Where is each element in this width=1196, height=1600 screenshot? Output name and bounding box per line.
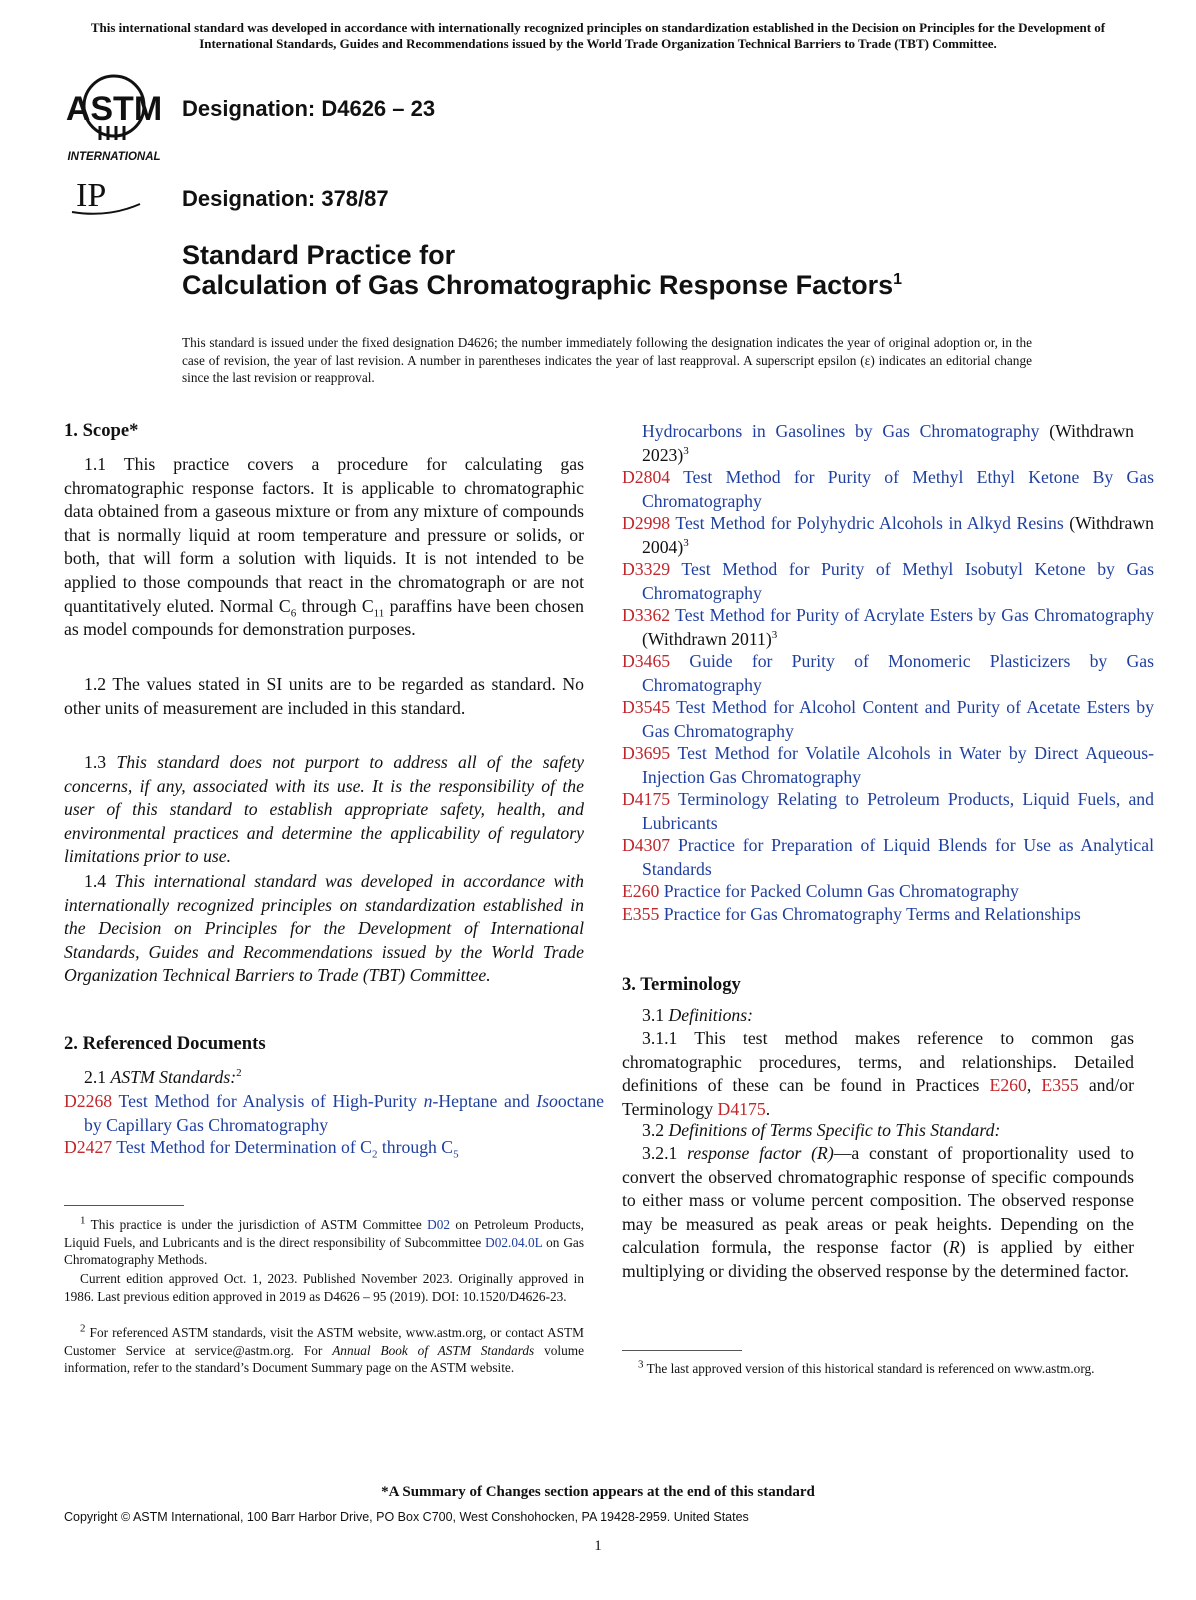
section-1-heading: 1. Scope*: [64, 420, 139, 441]
paragraph-2-1: [64, 1066, 584, 1090]
ref-code[interactable]: D4175: [622, 789, 671, 809]
footnote-3: [622, 1360, 1134, 1378]
ref-title[interactable]: Practice for Packed Column Gas Chromatography: [659, 881, 1019, 901]
ref-e260[interactable]: [622, 880, 1154, 904]
ref-code[interactable]: D2427: [64, 1137, 113, 1157]
p3-2-text: Definitions of Terms Specific to This Standard:: [668, 1120, 1001, 1140]
fn3-mark: 3: [638, 1358, 644, 1371]
ref-title[interactable]: Test Method for Volatile Alcohols in Water by Direct Aqueous-Injection Gas Chromatography: [642, 743, 1154, 787]
designation-primary: Designation: D4626 – 23: [182, 96, 436, 121]
fn1-link-d02[interactable]: D02: [427, 1217, 451, 1232]
footnote-rule-right: [622, 1350, 742, 1351]
paragraph-1-1: [64, 453, 584, 642]
ref-e355[interactable]: [622, 903, 1154, 927]
title-text: Calculation of Gas Chromatographic Response Factors: [182, 270, 894, 300]
fn1-link-d0204[interactable]: D02.04.0L: [485, 1234, 543, 1250]
ref-d4307[interactable]: [622, 834, 1154, 881]
footnote-1-edition: Current edition approved Oct. 1, 2023. Published November 2023. Originally approved in 1986. Last previous edition approved in 2019 as D4626 – 95 (2019). DOI: 10.1520/D4626-23.: [64, 1271, 584, 1304]
fn3-text: The last approved version of this historical standard is referenced on www.astm.org.: [643, 1361, 1095, 1376]
p3-2-1-text: ) is applied by either multiplying or dividing the observed response by the determined factor.: [622, 1237, 1134, 1281]
ref-title[interactable]: Guide for Purity of Monomeric Plasticizers by Gas Chromatography: [642, 651, 1154, 695]
ref-title[interactable]: through C: [377, 1137, 454, 1157]
link-e260[interactable]: E260: [989, 1075, 1027, 1096]
page-number: 1: [594, 1538, 602, 1554]
footnote-2: [64, 1324, 584, 1377]
issue-note: This standard is issued under the fixed designation D4626; the number immediately following the designation indicates the year of original adoption or, in the case of revision, the year of last revision. A number in parentheses indicates the year of last reapproval. A superscript epsilon (ε) indicates an editorial change since the last revision or reapproval.: [182, 335, 1032, 385]
p3-2-1-r: R: [948, 1237, 960, 1258]
p1-1-sub-a: 6: [290, 607, 297, 620]
ref-title[interactable]: Terminology Relating to Petroleum Products, Liquid Fuels, and Lubricants: [642, 789, 1154, 833]
p1-1-end: paraffins have been chosen as model compounds for demonstration purposes.: [64, 595, 584, 640]
footnote-1: [64, 1216, 584, 1269]
p1-4-text: This international standard was developed in accordance with internationally recognized principles on standardization established in the Decision on Principles for the Development of International Standards, Guides and Recommendations issued by the World Trade Organization Technical Barriers to Trade (TBT) Committee.: [64, 871, 584, 986]
fn2-mark: 2: [80, 1322, 86, 1335]
ref-title[interactable]: octane by Capillary Gas Chromatography: [84, 1091, 605, 1135]
p2-1-sup: 2: [236, 1067, 242, 1080]
ref-title-italic[interactable]: Iso: [536, 1091, 558, 1111]
title-line-2: [182, 270, 902, 301]
ref-d2268[interactable]: [64, 1090, 604, 1137]
p3-1-1-text: 3.1.1 This test method makes reference to common gas chromatographic procedures, terms, and relationships. Detailed definitions of these can be found in Practices: [622, 1028, 1134, 1096]
ref-withdrawn: (Withdrawn 2011): [642, 628, 772, 649]
ref-withdrawn: (Withdrawn 2004): [642, 513, 1155, 557]
ip-logo: [68, 174, 148, 220]
p3-1-num: 3.1: [642, 1005, 669, 1025]
ref-d2998[interactable]: [622, 512, 1154, 559]
fn2-text: For referenced ASTM standards, visit the ASTM website, www.astm.org, or contact ASTM Customer Service at service@astm.org. For: [64, 1325, 584, 1358]
title-line-1: Standard Practice for: [182, 240, 456, 270]
p2-1-num: 2.1: [84, 1067, 111, 1087]
ref-code[interactable]: D2268: [64, 1091, 113, 1111]
p3-1-1-text: and/or Terminology: [622, 1075, 1135, 1119]
ref-sup: 3: [683, 444, 689, 457]
ref-title[interactable]: Test Method for Purity of Methyl Isobutyl Ketone by Gas Chromatography: [642, 559, 1154, 603]
ref-title-italic[interactable]: n: [423, 1091, 433, 1111]
p3-1-1-text: .: [765, 1098, 771, 1119]
ref-code[interactable]: D2804: [622, 467, 671, 487]
ref-code[interactable]: D3465: [622, 651, 671, 671]
ref-d3329[interactable]: [622, 558, 1154, 605]
ref-title[interactable]: Test Method for Purity of Acrylate Esters by Gas Chromatography: [670, 605, 1154, 625]
summary-of-changes-note: *A Summary of Changes section appears at the end of this standard: [381, 1484, 815, 1500]
p1-1-mid: through C: [296, 595, 374, 616]
p3-2-num: 3.2: [642, 1120, 669, 1140]
paragraph-1-2: 1.2 The values stated in SI units are to be regarded as standard. No other units of measurement are included in this standard.: [64, 674, 584, 718]
ip-logo-text: IP: [76, 177, 107, 214]
ref-d3362[interactable]: [622, 604, 1154, 651]
p1-4-num: 1.4: [84, 871, 115, 891]
link-d4175[interactable]: D4175: [717, 1098, 766, 1119]
ref-title[interactable]: Test Method for Analysis of High-Purity: [112, 1091, 424, 1111]
top-notice: This international standard was developed in accordance with internationally recognized principles on standardization established in the Decision on Principles for the Development of International Standards, Guides and Recommendations issued by the World Trade Organization Technical Barriers to Trade (TBT) Committee.: [90, 20, 1106, 51]
p3-1-1-text: ,: [1026, 1075, 1042, 1096]
astm-logo-subtext: INTERNATIONAL: [67, 151, 161, 163]
ref-code[interactable]: E260: [622, 881, 660, 901]
ref-title[interactable]: Test Method for Polyhydric Alcohols in Alkyd Resins: [670, 513, 1064, 533]
ref-code[interactable]: D3545: [622, 697, 671, 717]
ref-code[interactable]: E355: [622, 904, 660, 924]
p1-3-text: This standard does not purport to address all of the safety concerns, if any, associated with its use. It is the responsibility of the user of this standard to establish appropriate safety, health, and environmental practices and determine the applicability of regulatory limitations prior to use.: [64, 752, 585, 867]
paragraph-3-2: [622, 1119, 1134, 1143]
ref-d2804[interactable]: [622, 466, 1154, 513]
ref-d3465[interactable]: [622, 650, 1154, 697]
p1-3-num: 1.3: [84, 752, 117, 772]
paragraph-1-4: [64, 870, 584, 988]
ref-title[interactable]: Test Method for Determination of C: [112, 1137, 372, 1157]
copyright-line: Copyright © ASTM International, 100 Barr Harbor Drive, PO Box C700, West Conshohocken, PA 19428-2959. United States: [64, 1510, 749, 1524]
fn2-italic: Annual Book of ASTM Standards: [332, 1342, 535, 1358]
paragraph-3-2-1: [622, 1142, 1134, 1284]
astm-logo: [60, 68, 168, 168]
fn1-text: on Petroleum Products, Liquid Fuels, and Lubricants and is the direct responsibility of Subcommittee: [64, 1217, 584, 1250]
ref-sub: 5: [453, 1148, 459, 1161]
paragraph-1-3: [64, 751, 584, 869]
ref-d4175[interactable]: [622, 788, 1154, 835]
ref-title[interactable]: Test Method for Purity of Methyl Ethyl Ketone By Gas Chromatography: [642, 467, 1154, 511]
ref-title[interactable]: Test Method for Alcohol Content and Purity of Acetate Esters by Gas Chromatography: [642, 697, 1154, 741]
fn2-text: volume information, refer to the standard’s Document Summary page on the ASTM website.: [64, 1342, 584, 1375]
fn1-text: on Gas Chromatography Methods.: [64, 1234, 585, 1267]
ref-d2427[interactable]: [64, 1136, 604, 1160]
p1-1-text: 1.1 This practice covers a procedure for calculating gas chromatographic response factors. It is applicable to chromatographic data obtained from a gaseous mixture or from any mixture of compounds that is normally liquid at room temperature and pressure or solids, or both, that will form a solution with liquids. It is not intended to be applied to those compounds that react in the chromatograph or are not quantitatively eluted. Normal C: [64, 454, 584, 616]
ref-d3545[interactable]: [622, 696, 1154, 743]
p3-1-text: Definitions:: [668, 1005, 754, 1025]
ref-title[interactable]: Practice for Gas Chromatography Terms and Relationships: [659, 904, 1081, 924]
link-e355[interactable]: E355: [1041, 1075, 1079, 1096]
paragraph-3-1-1: [622, 1027, 1134, 1121]
ref-code[interactable]: D3695: [622, 743, 671, 763]
ref-sup: 3: [683, 536, 689, 549]
ref-code[interactable]: D2998: [622, 513, 671, 533]
astm-logo-text: ASTM: [65, 90, 163, 128]
ref-title[interactable]: -Heptane and: [432, 1091, 537, 1111]
designation-secondary: Designation: 378/87: [182, 186, 389, 211]
ref-sup: 3: [771, 628, 778, 641]
p3-2-1-num: 3.2.1: [642, 1143, 688, 1163]
ref-code[interactable]: D3329: [622, 559, 671, 579]
ref-code[interactable]: D3362: [622, 605, 671, 625]
paragraph-3-1: [622, 1004, 1134, 1028]
ref-withdrawn: (Withdrawn 2023): [642, 421, 1134, 465]
fn1-mark: 1: [80, 1214, 86, 1227]
ref-title[interactable]: Hydrocarbons in Gasolines by Gas Chromatography: [642, 421, 1040, 441]
section-3-heading: 3. Terminology: [622, 974, 741, 995]
ref-code[interactable]: D4307: [622, 835, 671, 855]
fn1-text: This practice is under the jurisdiction of ASTM Committee: [85, 1217, 428, 1232]
ref-title[interactable]: Practice for Preparation of Liquid Blends for Use as Analytical Standards: [642, 835, 1154, 879]
p2-1-text: ASTM Standards:: [110, 1067, 237, 1087]
footnote-rule-left: [64, 1205, 184, 1206]
p1-1-sub-b: 11: [373, 607, 385, 620]
title-footnote-mark: 1: [893, 271, 903, 288]
p3-2-1-text: —a constant of proportionality used to convert the observed chromatographic response of specific compounds to either mass or volume percent composition. The observed response may be measured as peak areas or peak heights. Depending on the calculation formula, the response factor (: [622, 1143, 1135, 1258]
ref-d2427-continued[interactable]: [622, 420, 1134, 467]
p3-2-1-term: response factor (R): [687, 1143, 834, 1163]
section-2-heading: 2. Referenced Documents: [64, 1033, 266, 1054]
ref-d3695[interactable]: [622, 742, 1154, 789]
ref-sub: 2: [371, 1148, 378, 1161]
